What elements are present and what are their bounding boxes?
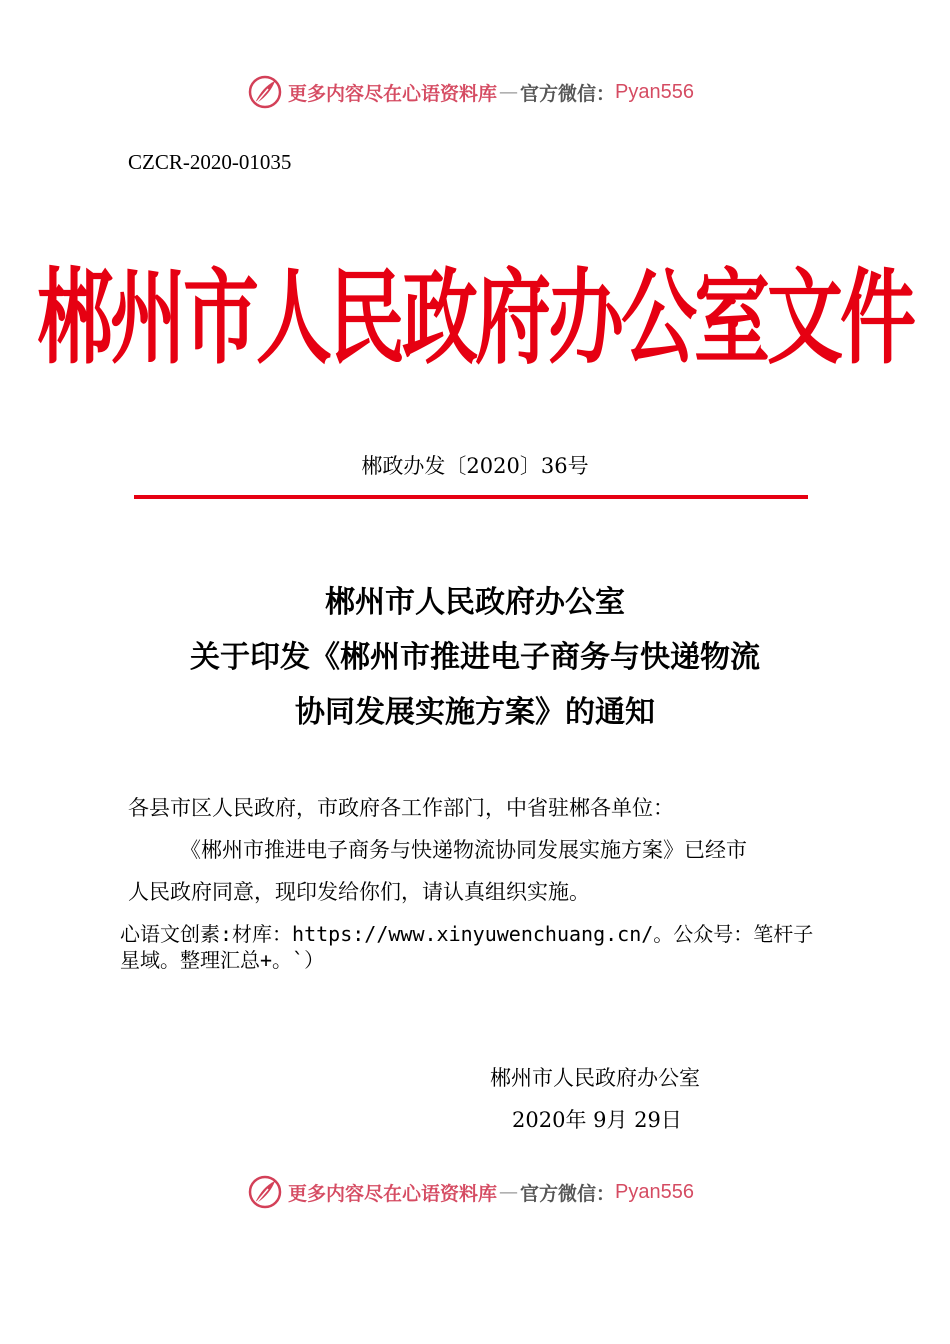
issue-date: 2020年 9月 29日 bbox=[512, 1108, 682, 1132]
watermark-official: 官方微信： bbox=[520, 82, 616, 105]
body-line-2: 人民政府同意，现印发给你们，请认真组织实施。 bbox=[128, 880, 590, 904]
issuer-signature: 郴州市人民政府办公室 bbox=[490, 1066, 700, 1090]
quill-logo-icon bbox=[248, 75, 282, 109]
note-line-1: 心语文创素:材库：https://www.xinyuwenchuang.cn/。公众号：笔杆子 bbox=[120, 922, 814, 946]
note-line-2: 星域。整理汇总+。`） bbox=[120, 948, 325, 972]
salutation: 各县市区人民政府，市政府各工作部门，中省驻郴各单位： bbox=[128, 796, 674, 820]
watermark-text: 更多内容尽在心语资料库 bbox=[288, 1182, 498, 1205]
quill-logo-icon bbox=[248, 1175, 282, 1209]
document-number: 郴政办发〔2020〕36号 bbox=[361, 454, 589, 478]
document-code: CZCR-2020-01035 bbox=[128, 150, 292, 174]
title-line-3: 协同发展实施方案》的通知 bbox=[295, 695, 655, 730]
watermark-separator: — bbox=[499, 1181, 519, 1203]
watermark-official: 官方微信： bbox=[520, 1182, 616, 1205]
body-line-1: 《郴州市推进电子商务与快递物流协同发展实施方案》已经市 bbox=[180, 838, 747, 862]
footer-watermark bbox=[248, 1172, 748, 1212]
title-line-2: 关于印发《郴州市推进电子商务与快递物流 bbox=[190, 640, 760, 675]
watermark-account: Pyan556 bbox=[615, 80, 694, 103]
header-watermark bbox=[248, 72, 748, 112]
watermark-account: Pyan556 bbox=[615, 1180, 694, 1203]
watermark-separator: — bbox=[499, 81, 519, 103]
title-line-1: 郴州市人民政府办公室 bbox=[325, 585, 625, 620]
watermark-text: 更多内容尽在心语资料库 bbox=[288, 82, 498, 105]
masthead-title: 郴州市人民政府办公室文件 bbox=[37, 257, 913, 378]
red-divider bbox=[134, 495, 808, 499]
